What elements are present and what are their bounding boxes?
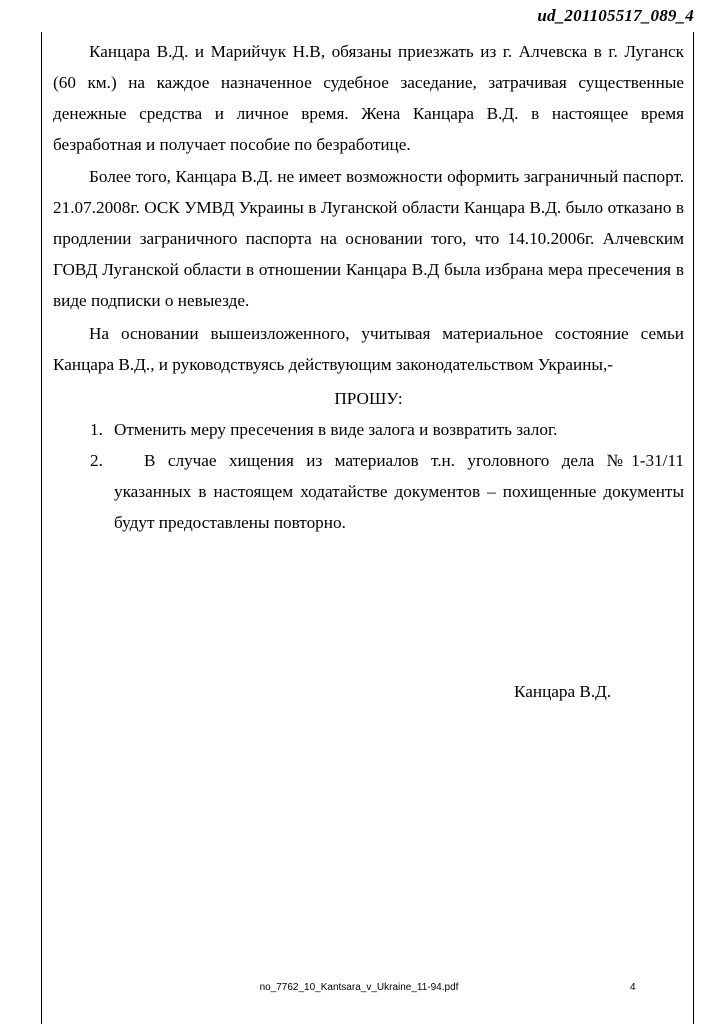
signature-name: Канцара В.Д. bbox=[514, 682, 612, 701]
request-list bbox=[53, 414, 684, 538]
paragraph-travel-costs: Канцара В.Д. и Марийчук Н.В, обязаны приезжать из г. Алчевска в г. Луганск (60 км.) на каждое назначенное судебное заседание, затрачивая существенные денежные средства и личное время. Жена Канцара В.Д. в настоящее время безработная и получает пособие по безработице. bbox=[53, 42, 684, 154]
request-item bbox=[53, 445, 684, 538]
request-heading: ПРОШУ: bbox=[334, 389, 403, 408]
page-border-right bbox=[693, 32, 694, 1024]
footer-filename bbox=[0, 982, 724, 993]
request-number: 1. bbox=[90, 420, 103, 439]
request-item bbox=[53, 414, 684, 445]
paragraph-grounds: На основании вышеизложенного, учитывая материальное состояние семьи Канцара В.Д., и руководствуясь действующим законодательством Украины,- bbox=[53, 324, 684, 374]
request-text: Отменить меру пресечения в виде залога и возвратить залог. bbox=[114, 420, 558, 439]
page-border-left bbox=[41, 32, 42, 1024]
document-id: ud_201105517_089_4 bbox=[537, 6, 694, 25]
document-body bbox=[53, 36, 684, 538]
request-number: 2. bbox=[90, 451, 103, 470]
footer-filename-text: no_7762_10_Kantsara_v_Ukraine_11-94.pdf bbox=[259, 982, 459, 993]
request-text: В случае хищения из материалов т.н. уголовного дела №1-31/11 указанных в настоящем ходатайстве документов – похищенные документы будут предоставлены повторно. bbox=[114, 451, 684, 532]
paragraph-passport-refusal: Более того, Канцара В.Д. не имеет возможности оформить заграничный паспорт. 21.07.2008г. ОСК УМВД Украины в Луганской области Канцара В.Д. было отказано в продлении заграничного паспорта на основании того, что 14.10.2006г. Алчевским ГОВД Луганской области в отношении Канцара В.Д была избрана мера пресечения в виде подписки о невыезде. bbox=[53, 167, 684, 310]
page-number: 4 bbox=[630, 982, 636, 993]
